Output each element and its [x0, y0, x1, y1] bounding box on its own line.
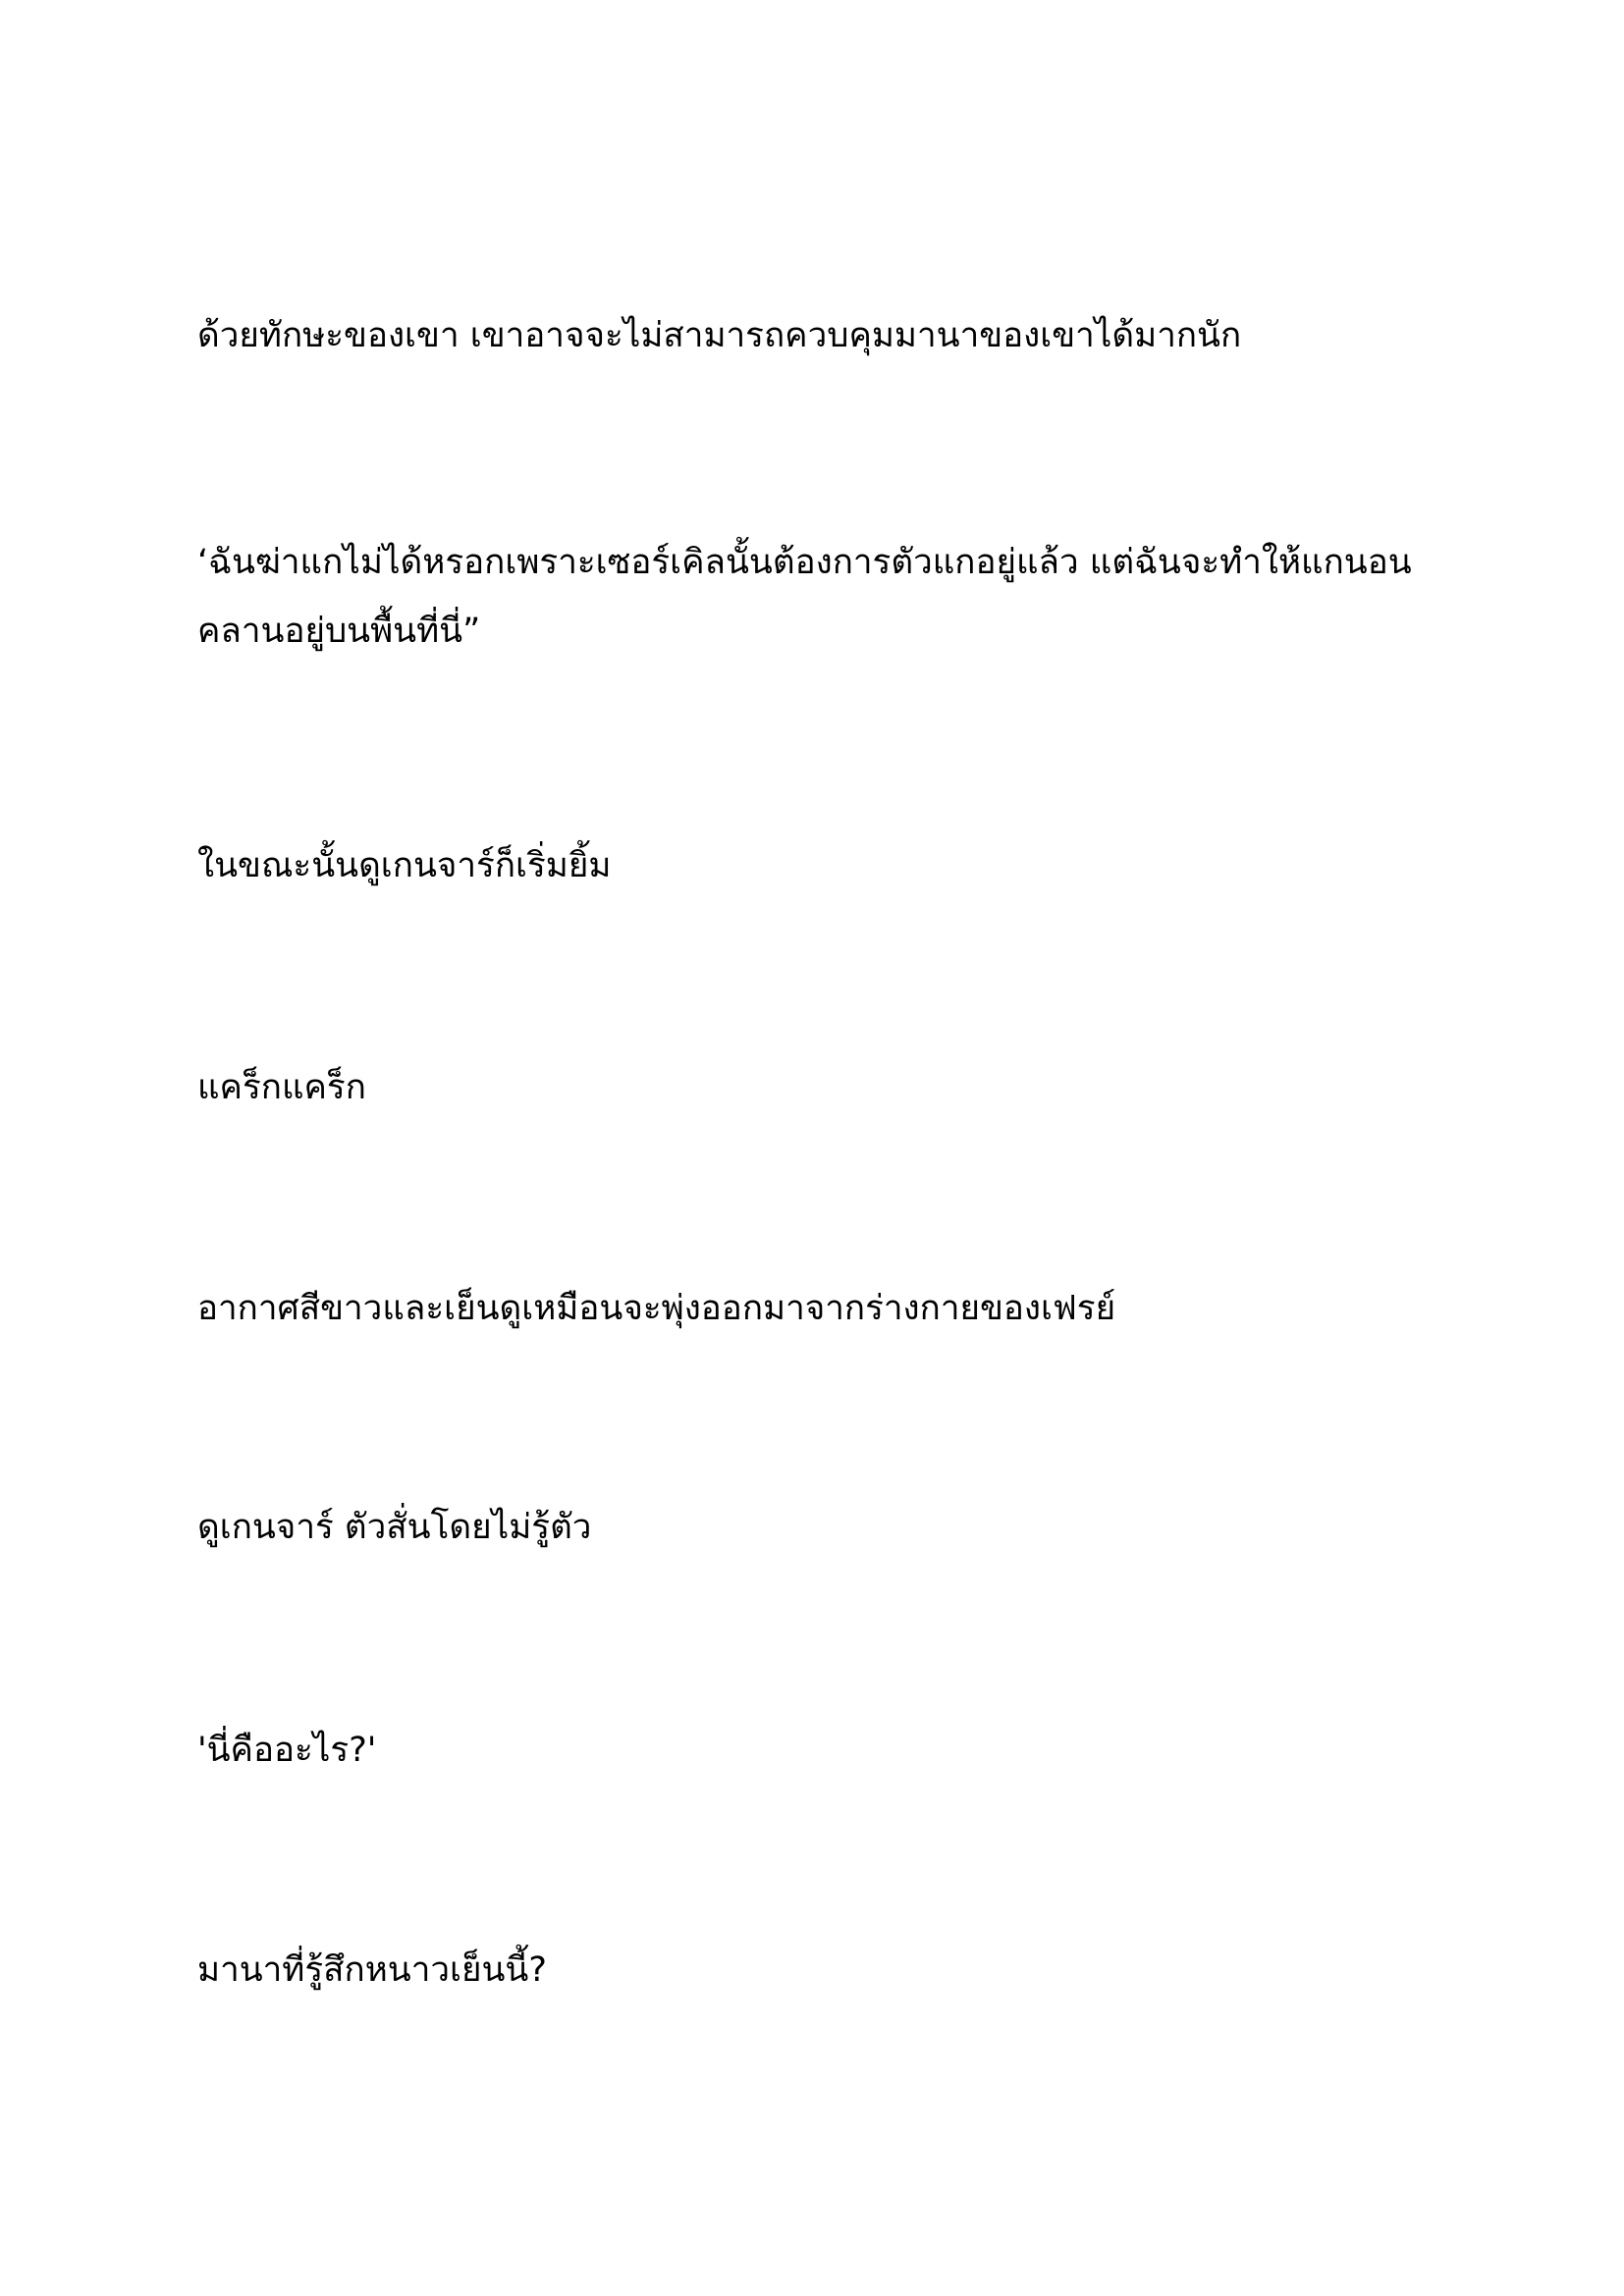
paragraph: ดูเกนจาร์ ตัวสั่นโดยไม่รู้ตัว: [197, 1508, 592, 1547]
paragraph: ในขณะนั้นดูเกนจาร์ก็เริ่มยิ้ม: [197, 846, 612, 885]
paragraph: ด้วยทักษะของเขา เขาอาจจะไม่สามารถควบคุมมานาของเขาได้มากนัก: [197, 316, 1242, 355]
paragraph: แคร็กแคร็ก: [197, 1068, 366, 1107]
paragraph: 'นี่คืออะไร?': [197, 1731, 377, 1770]
paragraph: มานาที่รู้สึกหนาวเย็นนี้?: [197, 1950, 547, 1990]
paragraph: ‘ฉันฆ่าแกไม่ได้หรอกเพราะเซอร์เคิลนั้นต้องการตัวแกอยู่แล้ว แต่ฉันจะทำให้แกนอนคลานอยู่บนพื้นที่นี่”: [197, 543, 1412, 651]
paragraph: อากาศสีขาวและเย็นดูเหมือนจะพุ่งออกมาจากร่างกายของเฟรย์: [197, 1289, 1116, 1328]
